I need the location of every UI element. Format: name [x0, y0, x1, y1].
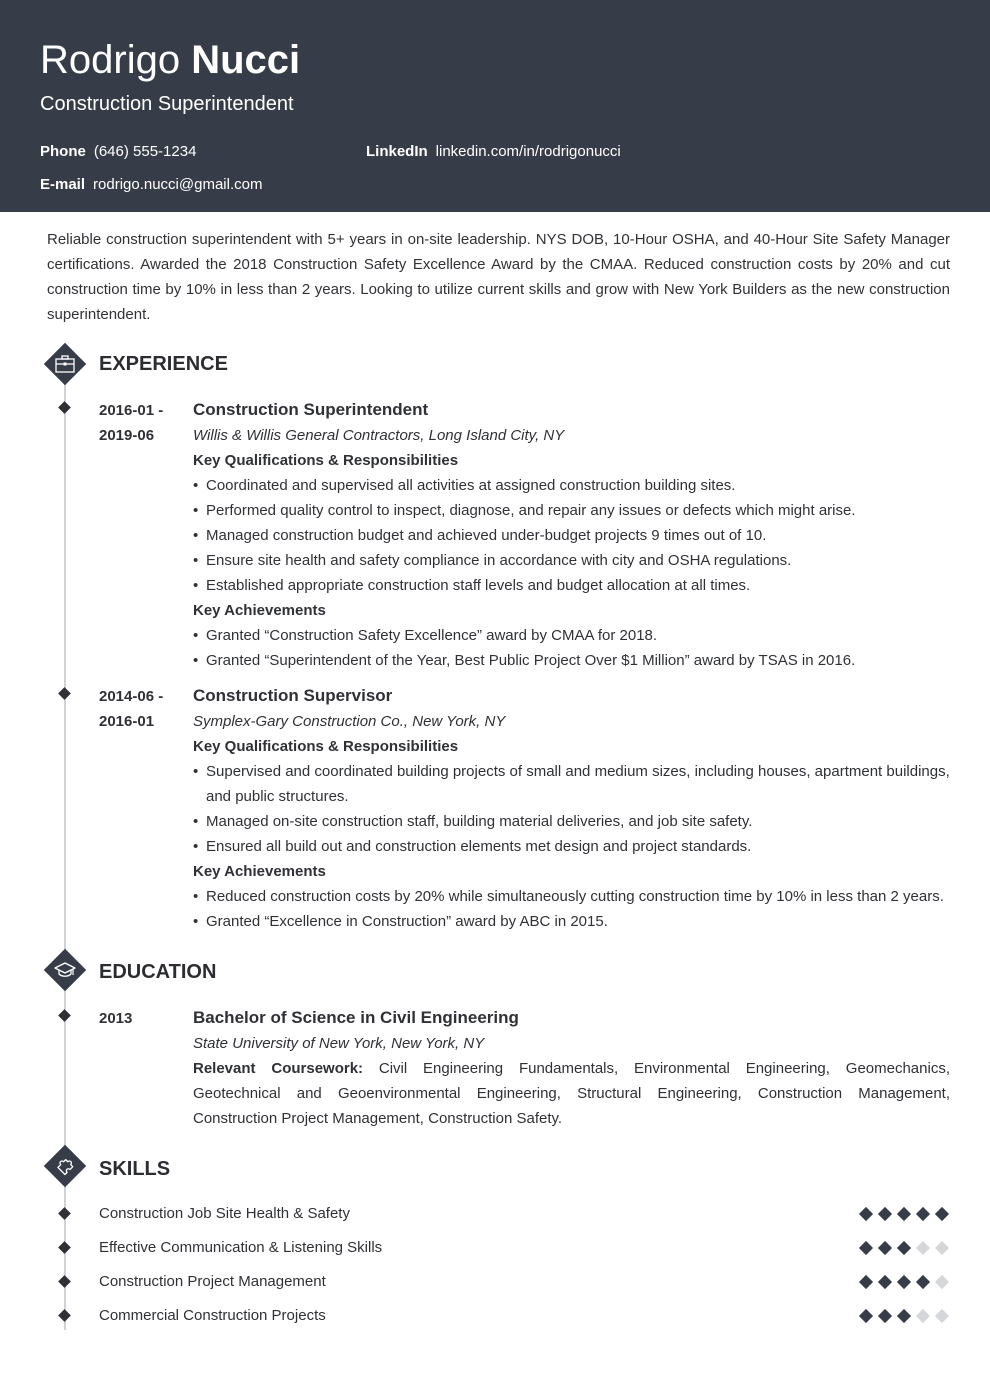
skill-rating [858, 1207, 950, 1221]
last-name: Nucci [191, 38, 301, 82]
contact-linkedin [366, 142, 621, 162]
rating-filled-icon [897, 1207, 911, 1221]
rating-filled-icon [878, 1207, 892, 1221]
job-dates [99, 398, 163, 448]
achievements-list [193, 884, 950, 934]
qualifications-heading: Key Qualifications & Responsibilities [193, 452, 459, 469]
job-role: Construction Superintendent [193, 400, 429, 419]
rating-empty-icon [916, 1309, 930, 1323]
rating-filled-icon [897, 1275, 911, 1289]
skill-rating [858, 1275, 950, 1289]
timeline-dot [58, 1207, 71, 1220]
rating-filled-icon [935, 1207, 949, 1221]
rating-filled-icon [878, 1309, 892, 1323]
job-dates [99, 684, 163, 734]
rating-filled-icon [859, 1309, 873, 1323]
qualifications-list [193, 759, 950, 859]
timeline-dot [58, 1309, 71, 1322]
timeline-dot [58, 1009, 71, 1022]
list-item: • Managed construction budget and achieved under-budget projects 9 times out of 10. [193, 523, 950, 548]
education-entry [193, 1004, 950, 1131]
rating-filled-icon [859, 1207, 873, 1221]
candidate-name [40, 36, 300, 84]
list-item: • Supervised and coordinated building projects of small and medium sizes, including houses, apartment buildings, and public structures. [193, 759, 950, 809]
degree: Bachelor of Science in Civil Engineering [193, 1008, 519, 1027]
linkedin-link[interactable]: linkedin.com/in/rodrigonucci [435, 143, 621, 160]
coursework [193, 1056, 950, 1131]
contact-email [40, 175, 262, 195]
first-name: Rodrigo [40, 38, 181, 82]
experience-heading: EXPERIENCE [99, 353, 228, 375]
puzzle-icon [44, 1145, 86, 1187]
achievements-heading: Key Achievements [193, 863, 326, 880]
list-item: • Ensured all build out and construction elements met design and project standards. [193, 834, 950, 859]
skill-name: Construction Project Management [99, 1273, 326, 1290]
timeline-dot [58, 687, 71, 700]
graduation-cap-icon [44, 949, 86, 991]
rating-filled-icon [916, 1207, 930, 1221]
skill-name: Effective Communication & Listening Skills [99, 1239, 383, 1256]
qualifications-heading: Key Qualifications & Responsibilities [193, 738, 459, 755]
skill-row [0, 1270, 990, 1294]
phone-label: Phone [40, 143, 86, 160]
briefcase-icon [44, 343, 86, 385]
timeline-dot [58, 1275, 71, 1288]
rating-empty-icon [935, 1275, 949, 1289]
list-item: • Performed quality control to inspect, diagnose, and repair any issues or defects which might arise. [193, 498, 950, 523]
education-year: 2013 [99, 1010, 133, 1027]
achievements-heading: Key Achievements [193, 602, 326, 619]
rating-filled-icon [897, 1309, 911, 1323]
school: State University of New York, New York, NY [193, 1035, 485, 1052]
list-item: • Established appropriate construction staff levels and budget allocation at all times. [193, 573, 950, 598]
skill-row [0, 1202, 990, 1226]
list-item: • Reduced construction costs by 20% while simultaneously cutting construction time by 10% in less than 2 years. [193, 884, 950, 909]
resume-header [0, 0, 990, 212]
skill-rating [858, 1309, 950, 1323]
date-start: 2016-01 - [99, 402, 164, 419]
list-item: • Ensure site health and safety compliance in accordance with city and OSHA regulations. [193, 548, 950, 573]
rating-filled-icon [878, 1275, 892, 1289]
job-organization: Willis & Willis General Contractors, Long Island City, NY [193, 427, 565, 444]
job-entry [193, 682, 950, 934]
timeline-dot [58, 1241, 71, 1254]
rating-filled-icon [859, 1275, 873, 1289]
achievements-list [193, 623, 950, 673]
linkedin-label: LinkedIn [366, 143, 428, 160]
list-item: • Coordinated and supervised all activities at assigned construction building sites. [193, 473, 950, 498]
contact-phone [40, 142, 196, 162]
list-item: • Granted “Excellence in Construction” award by ABC in 2015. [193, 909, 950, 934]
education-heading: EDUCATION [99, 961, 217, 983]
rating-empty-icon [935, 1241, 949, 1255]
coursework-label: Relevant Coursework: [193, 1060, 364, 1077]
date-end: 2019-06 [99, 427, 155, 444]
skill-row [0, 1236, 990, 1260]
rating-filled-icon [859, 1241, 873, 1255]
job-role: Construction Supervisor [193, 686, 393, 705]
job-organization: Symplex-Gary Construction Co., New York, NY [193, 713, 506, 730]
email-link[interactable]: rodrigo.nucci@gmail.com [93, 176, 263, 193]
skill-name: Commercial Construction Projects [99, 1307, 326, 1324]
skill-rating [858, 1241, 950, 1255]
coursework-list: Civil Engineering Fundamentals, Environmental Engineering, Geomechanics, Geotechnical and Geoenvironmental Engineering, Structural Engineering, Construction Management, Construction Project Management, Construction Safety. [193, 1060, 950, 1127]
job-entry [193, 396, 950, 673]
timeline-dot [58, 401, 71, 414]
rating-empty-icon [916, 1241, 930, 1255]
rating-filled-icon [878, 1241, 892, 1255]
date-start: 2014-06 - [99, 688, 164, 705]
list-item: • Managed on-site construction staff, building material deliveries, and job site safety. [193, 809, 950, 834]
date-end: 2016-01 [99, 713, 155, 730]
job-title: Construction Superintendent [40, 93, 294, 115]
qualifications-list [193, 473, 950, 598]
skills-heading: SKILLS [99, 1158, 171, 1180]
list-item: • Granted “Construction Safety Excellence” award by CMAA for 2018. [193, 623, 950, 648]
rating-empty-icon [935, 1309, 949, 1323]
skill-row [0, 1304, 990, 1328]
skill-name: Construction Job Site Health & Safety [99, 1205, 350, 1222]
rating-filled-icon [897, 1241, 911, 1255]
summary-text: Reliable construction superintendent with 5+ years in on-site leadership. NYS DOB, 10-Hour OSHA, and 40-Hour Site Safety Manager certifications. Awarded the 2018 Construction Safety Excellence Award by the CMAA. Reduced construction costs by 20% and cut construction time by 10% in less than 2 years. Looking to utilize current skills and grow with New York Builders as the new construction superintendent. [47, 231, 950, 323]
list-item: • Granted “Superintendent of the Year, Best Public Project Over $1 Million” award by TSAS in 2016. [193, 648, 950, 673]
email-label: E-mail [40, 176, 86, 193]
rating-filled-icon [916, 1275, 930, 1289]
phone-value: (646) 555-1234 [93, 143, 197, 160]
